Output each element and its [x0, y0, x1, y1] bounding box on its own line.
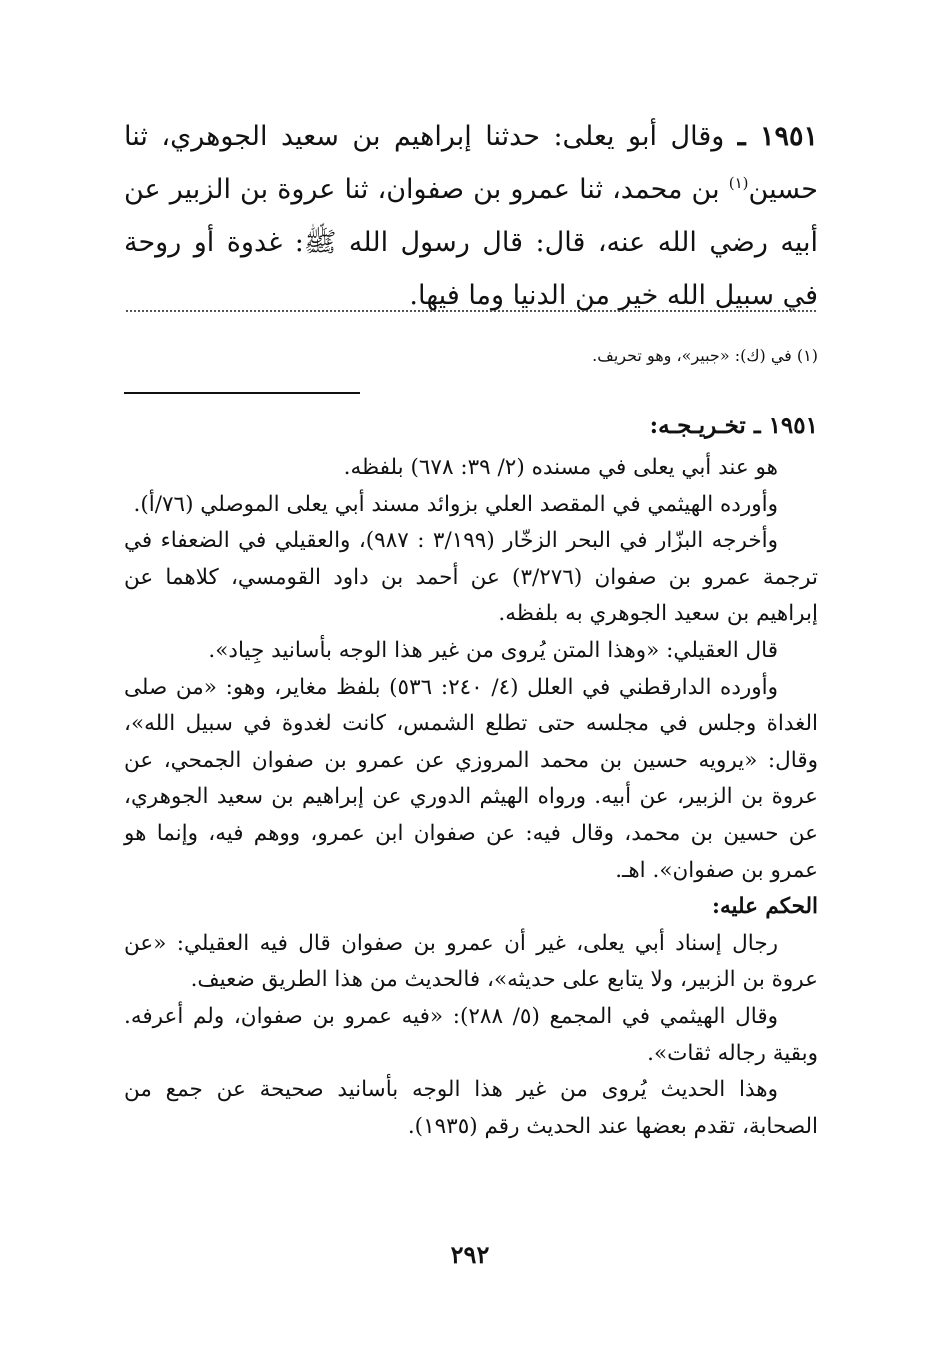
section-divider [124, 392, 360, 394]
takhrij-paragraph: وأورده الهيثمي في المقصد العلي بزوائد مسند أبي يعلى الموصلي (٧٦/أ). [133, 491, 778, 517]
takhrij-paragraph: قال العقيلي: «وهذا المتن يُروى من غير هذا الوجه بأسانيد جِياد». [208, 637, 778, 663]
takhrij-paragraph: وأورده الدارقطني في العلل (٤/ ٢٤٠: ٥٣٦) بلفظ مغاير، وهو: «من صلى الغداة وجلس في مجلسه حتى تطلع الشمس، كانت لغدوة في سبيل الله»، وقال: «يرويه حسين بن محمد المروزي عن عمرو بن صفوان الجمحي، عن عروة بن الزبير، عن أبيه. ورواه الهيثم الدوري عن إبراهيم بن سعيد الجوهري، عن حسين بن محمد، وقال فيه: عن صفوان ابن عمرو، ووهم فيه، وإنما هو عمرو بن صفوان». اهـ. [124, 674, 818, 883]
footnote-separator [126, 310, 816, 312]
hadith-text-part-1: وقال أبو يعلى: حدثنا إبراهيم بن سعيد الجوهري، ثنا حسين [124, 121, 818, 205]
page-number: ٢٩٢ [450, 1240, 490, 1269]
hukm-paragraph: رجال إسناد أبي يعلى، غير أن عمرو بن صفوان قال فيه العقيلي: «عن عروة بن الزبير، ولا يتابع على حديثه»، فالحديث من هذا الطريق ضعيف. [124, 930, 818, 993]
hadith-number: ١٩٥١ ـ [737, 121, 818, 152]
hukm-paragraph: وقال الهيثمي في المجمع (٥/ ٢٨٨): «فيه عمرو بن صفوان، ولم أعرفه. وبقية رجاله ثقات». [124, 1003, 818, 1066]
footnote-reference: (١) [728, 174, 749, 192]
takhrij-paragraph: هو عند أبي يعلى في مسنده (٢/ ٣٩: ٦٧٨) بلفظه. [343, 455, 778, 480]
hadith-text-part-2: بن محمد، ثنا عمرو بن صفوان، ثنا عروة بن الزبير عن أبيه رضي الله عنه، قال: قال رسول الله ﷺ: غدوة أو روحة في سبيل الله خير من الدنيا وما فيها. [124, 174, 818, 311]
footnote: (١) في (ك): «جبير»، وهو تحريف. [592, 346, 818, 365]
takhrij-paragraph: وأخرجه البزّار في البحر الزخّار (٣/١٩٩ : ٩٨٧)، والعقيلي في الضعفاء في ترجمة عمرو بن صفوان (٣/٢٧٦) عن أحمد بن داود القومسي، كلاهما عن إبراهيم بن سعيد الجوهري به بلفظه. [124, 528, 818, 627]
takhrij-heading: ١٩٥١ ـ تخـريـجـه: [649, 412, 818, 439]
hukm-heading: الحكم عليه: [712, 894, 818, 920]
hadith-text [124, 110, 818, 322]
commentary-body [124, 450, 818, 1145]
hukm-paragraph: وهذا الحديث يُروى من غير هذا الوجه بأسانيد صحيحة عن جمع من الصحابة، تقدم بعضها عند الحديث رقم (١٩٣٥). [124, 1077, 818, 1139]
